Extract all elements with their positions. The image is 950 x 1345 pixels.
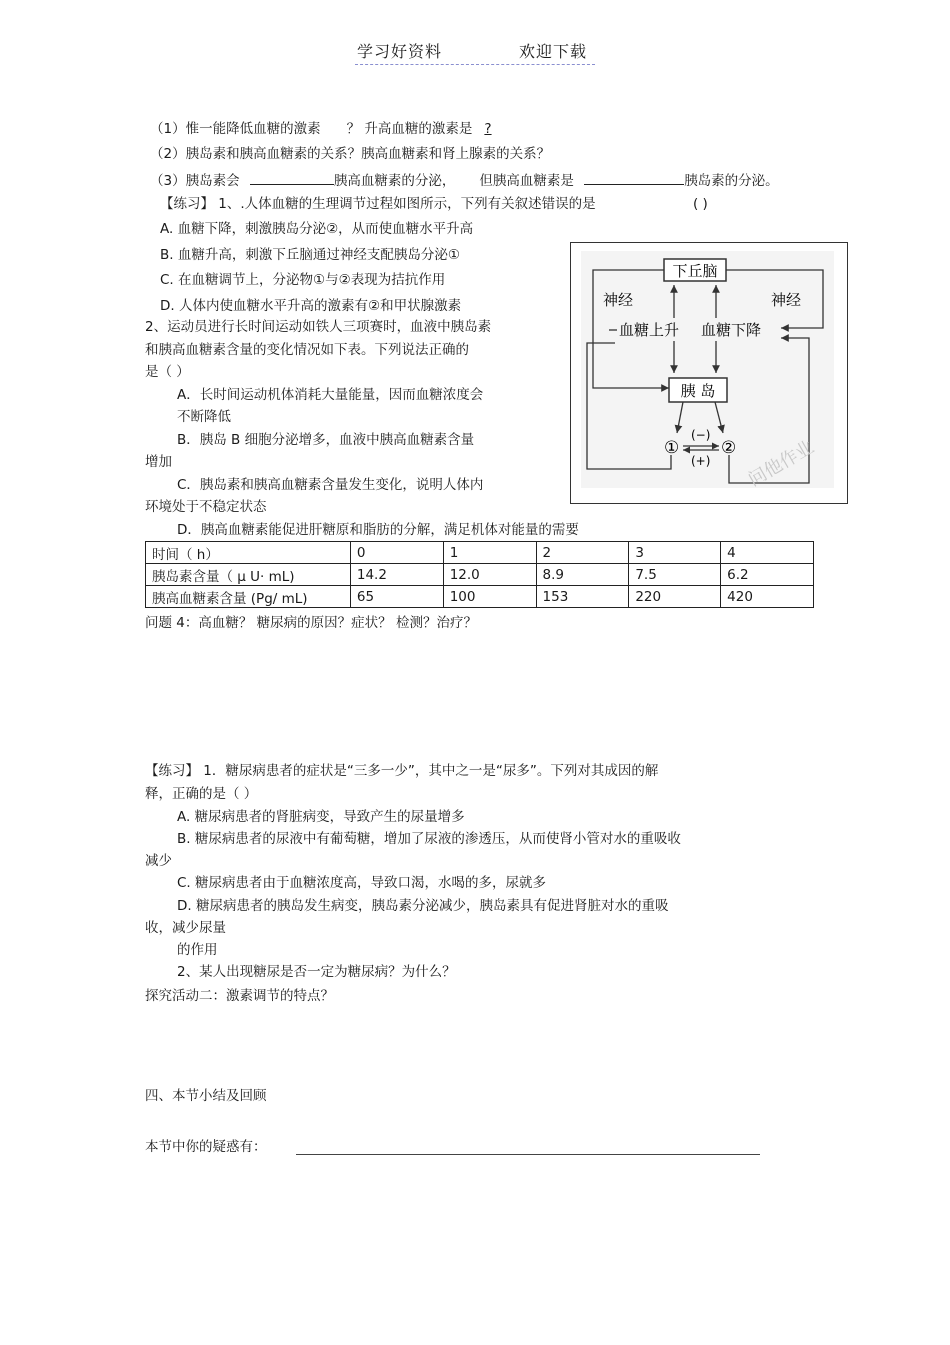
table-cell: 时间（ h） — [146, 542, 351, 564]
blood-sugar-fall-label: 血糖下降 — [701, 321, 762, 339]
practice-3-option-b: B. 糖尿病患者的尿液中有葡萄糖，增加了尿液的渗透压，从而使肾小管对水的重吸收 — [177, 831, 681, 847]
table-row — [146, 564, 814, 586]
question-1 — [150, 120, 492, 138]
question-4: 问题 4：高血糖？ 糖尿病的原因？症状？ 检测？治疗？ — [145, 615, 477, 631]
practice-3-stem-line1: 【练习】 1．糖尿病患者的症状是“三多一少”，其中之一是“尿多”。下列对其成因的解 — [145, 763, 659, 779]
practice-3-option-a: A. 糖尿病患者的肾脏病变，导致产生的尿量增多 — [177, 809, 465, 825]
question-3-a: （3）胰岛素会 — [150, 173, 240, 189]
practice-1-option-d: D. 人体内使血糖水平升高的激素有②和甲状腺激素 — [160, 298, 462, 314]
table-cell: 100 — [443, 586, 536, 608]
left-nerve-label: 神经 — [603, 291, 634, 309]
question-2: （2）胰岛素和胰高血糖素的关系？胰高血糖素和肾上腺素的关系？ — [150, 146, 551, 162]
question-3-c: 但胰高血糖素是 — [479, 173, 574, 189]
table-cell: 12.0 — [443, 564, 536, 586]
blood-sugar-rise-label: 血糖上升 — [619, 321, 680, 339]
practice-2-stem-line3: 是（ ） — [145, 364, 190, 380]
practice-2-option-a: A．长时间运动机体消耗大量能量，因而血糖浓度会 — [177, 387, 484, 403]
table-cell: 2 — [536, 542, 629, 564]
practice-1-option-c: C. 在血糖调节上，分泌物①与②表现为拮抗作用 — [160, 272, 446, 288]
table-cell: 3 — [629, 542, 721, 564]
watermark-text: 问他作业 — [744, 436, 818, 491]
answer-blank[interactable] — [250, 170, 334, 185]
doubt-prompt: 本节中你的疑惑有： — [145, 1139, 267, 1155]
header-right: 欢迎下载 — [519, 42, 588, 61]
table-row — [146, 542, 814, 564]
hormone-2-label: ② — [721, 438, 737, 458]
table-cell: 8.9 — [536, 564, 629, 586]
answer-blank[interactable] — [584, 170, 684, 185]
question-1-b: ？ 升高血糖的激素是 — [346, 121, 473, 137]
right-nerve-label: 神经 — [771, 291, 802, 309]
practice-1-option-a: A. 血糖下降，刺激胰岛分泌②，从而使血糖水平升高 — [160, 221, 474, 237]
practice-2-option-c-cont: 环境处于不稳定状态 — [145, 499, 267, 515]
table-cell: 1 — [443, 542, 536, 564]
practice-3-option-d-cont2: 的作用 — [177, 942, 218, 958]
table-cell: 420 — [721, 586, 814, 608]
pancreas-label: 胰 岛 — [680, 382, 716, 400]
table-cell: 153 — [536, 586, 629, 608]
table-cell: 0 — [350, 542, 443, 564]
practice-2-stem-line2: 和胰高血糖素含量的变化情况如下表。下列说法正确的 — [145, 342, 469, 358]
header-divider — [355, 64, 595, 65]
table-cell: 14.2 — [350, 564, 443, 586]
question-3-d: 胰岛素的分泌。 — [684, 173, 779, 189]
hypothalamus-label: 下丘脑 — [672, 262, 718, 280]
inhibit-label: (−) — [691, 428, 711, 442]
doubt-answer-line[interactable] — [296, 1154, 760, 1155]
explore-activity-2: 探究活动二：激素调节的特点？ — [145, 988, 334, 1004]
practice-2-option-d: D．胰高血糖素能促进肝糖原和脂肪的分解，满足机体对能量的需要 — [177, 522, 579, 538]
practice-3-option-c: C. 糖尿病患者由于血糖浓度高，导致口渴，水喝的多，尿就多 — [177, 875, 547, 891]
practice-2-option-a-cont: 不断降低 — [177, 409, 231, 425]
table-row — [146, 586, 814, 608]
practice-3-stem-line2: 释，正确的是（ ） — [145, 786, 258, 802]
practice-2-option-c: C．胰岛素和胰高血糖素含量发生变化，说明人体内 — [177, 477, 484, 493]
table-cell: 7.5 — [629, 564, 721, 586]
diagram-svg — [571, 243, 847, 503]
practice-1-paren: ( ) — [693, 196, 708, 212]
header-left: 学习好资料 — [357, 42, 443, 61]
practice-3-option-b-cont: 减少 — [145, 853, 172, 869]
hormone-data-table — [145, 541, 814, 608]
table-cell: 220 — [629, 586, 721, 608]
practice-2-option-b: B．胰岛 B 细胞分泌增多，血液中胰高血糖素含量 — [177, 432, 475, 448]
table-cell: 胰高血糖素含量 (Pg/ mL) — [146, 586, 351, 608]
table-cell: 胰岛素含量（ μ U· mL) — [146, 564, 351, 586]
practice-3-question-2: 2、某人出现糖尿是否一定为糖尿病？为什么？ — [177, 964, 456, 980]
hormone-1-label: ① — [664, 438, 680, 458]
practice-3-option-d: D. 糖尿病患者的胰岛发生病变，胰岛素分泌减少，胰岛素具有促进肾脏对水的重吸 — [177, 898, 669, 914]
question-1-a: （1）惟一能降低血糖的激素 — [150, 121, 321, 137]
practice-3-option-d-cont: 收，减少尿量 — [145, 920, 226, 936]
practice-1-stem: 【练习】 1、.人体血糖的生理调节过程如图所示，下列有关叙述错误的是 — [160, 196, 596, 212]
practice-2-option-b-cont: 增加 — [145, 454, 172, 470]
promote-label: (+) — [691, 454, 711, 468]
question-1-c: ? — [484, 121, 492, 137]
question-3-b: 胰高血糖素的分泌， — [333, 173, 456, 189]
blood-sugar-regulation-diagram — [570, 242, 848, 504]
practice-2-stem-line1: 2、运动员进行长时间运动如铁人三项赛时，血液中胰岛素 — [145, 319, 492, 335]
question-3 — [150, 170, 779, 190]
practice-1-option-b: B. 血糖升高，刺激下丘脑通过神经支配胰岛分泌① — [160, 247, 460, 263]
table-cell: 4 — [721, 542, 814, 564]
table-cell: 6.2 — [721, 564, 814, 586]
section-summary-heading: 四、本节小结及回顾 — [145, 1088, 267, 1104]
table-cell: 65 — [350, 586, 443, 608]
